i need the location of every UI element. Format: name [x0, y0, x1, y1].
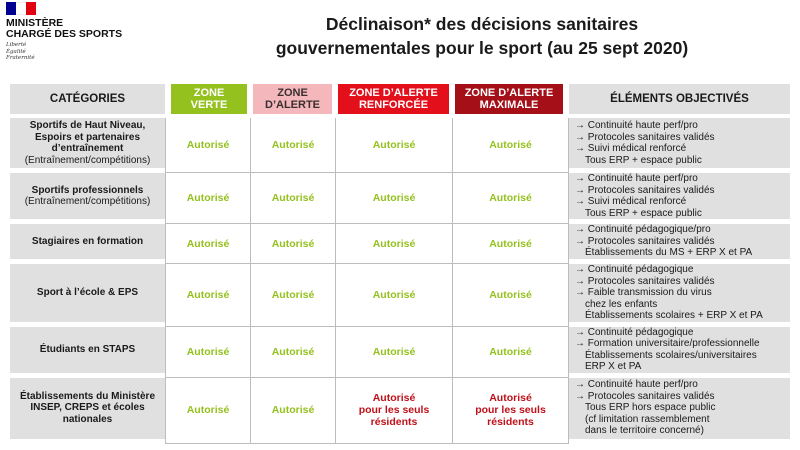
- status-text: résidents: [370, 416, 418, 428]
- status-text: pour les seuls: [358, 404, 430, 416]
- element-item: dans le territoire concerné): [585, 425, 704, 437]
- element-item: → Continuité pédagogique/pro: [575, 224, 711, 236]
- decisions-table: [10, 84, 790, 444]
- ministry-line-1: MINISTÈRE: [6, 17, 64, 29]
- zone-renforcee-status: [335, 327, 452, 378]
- header-zone-verte-l2: VERTE: [190, 99, 228, 111]
- zone-alerte-status: [250, 173, 335, 224]
- table-row: [10, 173, 790, 224]
- category-cell: [10, 173, 165, 224]
- category-cell: [10, 224, 165, 264]
- element-item: → Protocoles sanitaires validés: [575, 131, 715, 143]
- zone-maximale-status: [452, 173, 569, 224]
- element-item: → Protocoles sanitaires validés: [575, 235, 715, 247]
- table-row: [10, 378, 790, 444]
- zone-alerte-status: [250, 327, 335, 378]
- zone-renforcee-status: [335, 264, 452, 327]
- table-row: [10, 118, 790, 173]
- zone-verte-status: [165, 378, 250, 444]
- motto-fraternite: Fraternité: [6, 55, 35, 61]
- status-text: Autorisé: [271, 345, 315, 358]
- header-categories: CATÉGORIES: [10, 84, 165, 114]
- table-row: [10, 224, 790, 264]
- header-zone-maximale-l2: MAXIMALE: [479, 99, 539, 111]
- elements-cell: [569, 118, 790, 173]
- zone-renforcee-status: [335, 118, 452, 173]
- category-label: Sport à l’école & EPS: [36, 287, 139, 298]
- category-label: Étudiants en STAPS: [39, 343, 136, 355]
- category-sublabel: (Entraînement/compétitions): [24, 196, 151, 207]
- header-zone-verte-l1: ZONE: [193, 87, 225, 99]
- elements-cell: [569, 378, 790, 444]
- republic-motto: [6, 42, 136, 62]
- zone-renforcee-status: [335, 224, 452, 264]
- status-text: Autorisé: [489, 237, 532, 250]
- status-text: Autorisé: [372, 392, 416, 404]
- element-item: → Continuité haute perf/pro: [575, 379, 698, 391]
- title-line-2: gouvernementales pour le sport (au 25 sept 2020): [275, 38, 689, 58]
- element-item: → Suivi médical renforcé: [575, 143, 687, 154]
- header-elements-objectives: ÉLÉMENTS OBJECTIVÉS: [569, 84, 790, 114]
- status-text: Autorisé: [372, 237, 416, 250]
- element-item: Établissements scolaires + ERP X et PA: [585, 310, 763, 321]
- header-zone-maximale: [452, 84, 569, 114]
- status-text: Autorisé: [489, 139, 532, 151]
- elements-cell: [569, 264, 790, 327]
- status-text: Autorisé: [186, 237, 230, 250]
- element-item: (cf limitation rassemblement: [585, 413, 710, 425]
- table-header-row: [10, 84, 790, 114]
- header-zone-renforcee-l2: RENFORCÉE: [358, 99, 429, 111]
- category-label: INSEP, CREPS et écoles: [30, 402, 145, 414]
- zone-maximale-status: [452, 224, 569, 264]
- zone-maximale-status: [452, 378, 569, 444]
- zone-alerte-status: [250, 264, 335, 327]
- status-text: Autorisé: [271, 237, 315, 250]
- status-text: Autorisé: [489, 345, 532, 358]
- status-text: Autorisé: [186, 139, 230, 151]
- category-label: Stagiaires en formation: [31, 235, 144, 247]
- status-text: Autorisé: [271, 288, 315, 301]
- header-zone-alerte-l1: ZONE: [277, 87, 308, 99]
- status-text: Autorisé: [489, 392, 532, 404]
- status-text: Autorisé: [372, 345, 416, 358]
- french-flag-icon: [6, 2, 36, 15]
- element-item: → Protocoles sanitaires validés: [575, 184, 715, 196]
- motto-egalite: Égalité: [6, 48, 26, 55]
- category-sublabel: (Entraînement/compétitions): [24, 154, 151, 166]
- element-item: → Continuité haute perf/pro: [575, 120, 698, 131]
- element-item: chez les enfants: [585, 298, 658, 310]
- category-cell: [10, 264, 165, 327]
- header-zone-alerte: [250, 84, 335, 114]
- zone-verte-status: [165, 118, 250, 173]
- element-item: Tous ERP + espace public: [585, 207, 702, 219]
- category-label: Espoirs et partenaires: [34, 131, 141, 143]
- zone-maximale-status: [452, 264, 569, 327]
- table-row: [10, 264, 790, 327]
- element-item: → Continuité pédagogique: [575, 326, 694, 338]
- header-zone-maximale-l1: ZONE D’ALERTE: [464, 87, 554, 99]
- title-line-1: Déclinaison* des décisions sanitaires: [325, 14, 639, 34]
- status-text: Autorisé: [372, 192, 416, 204]
- header-zone-renforcee: [335, 84, 452, 114]
- zone-maximale-status: [452, 327, 569, 378]
- status-text: Autorisé: [186, 404, 230, 416]
- zone-alerte-status: [250, 118, 335, 173]
- zone-verte-status: [165, 224, 250, 264]
- category-cell: [10, 378, 165, 444]
- element-item: Tous ERP + espace public: [585, 154, 702, 166]
- element-item: → Continuité pédagogique: [575, 264, 694, 275]
- status-text: Autorisé: [372, 139, 416, 151]
- category-label: d’entraînement: [51, 143, 124, 154]
- zone-verte-status: [165, 173, 250, 224]
- motto-liberte: Liberté: [6, 42, 27, 48]
- zone-verte-status: [165, 327, 250, 378]
- element-item: Établissements scolaires/universitaires: [585, 349, 757, 361]
- page-title: [222, 12, 742, 60]
- status-text: Autorisé: [489, 192, 532, 204]
- zone-alerte-status: [250, 378, 335, 444]
- element-item: ERP X et PA: [585, 361, 642, 372]
- status-text: Autorisé: [186, 192, 230, 204]
- elements-cell: [569, 224, 790, 264]
- category-label: nationales: [62, 413, 113, 425]
- element-item: Établissements du MS + ERP X et PA: [585, 247, 753, 259]
- status-text: Autorisé: [271, 192, 315, 204]
- element-item: → Faible transmission du virus: [575, 287, 712, 298]
- ministry-name: [6, 18, 136, 40]
- status-text: résidents: [487, 416, 534, 428]
- ministry-logo: [6, 2, 136, 62]
- zone-renforcee-status: [335, 173, 452, 224]
- status-text: Autorisé: [372, 288, 416, 301]
- ministry-line-2: CHARGÉ DES SPORTS: [6, 28, 123, 40]
- element-item: → Protocoles sanitaires validés: [575, 390, 715, 402]
- elements-cell: [569, 173, 790, 224]
- element-item: → Protocoles sanitaires validés: [575, 275, 715, 287]
- zone-verte-status: [165, 264, 250, 327]
- header-zone-verte: [165, 84, 250, 114]
- element-item: Tous ERP hors espace public: [585, 402, 716, 414]
- element-item: → Continuité haute perf/pro: [575, 173, 698, 184]
- elements-cell: [569, 327, 790, 378]
- status-text: Autorisé: [271, 139, 315, 151]
- zone-renforcee-status: [335, 378, 452, 444]
- category-label: Établissements du Ministère: [19, 390, 156, 402]
- status-text: pour les seuls: [475, 404, 546, 416]
- header-zone-alerte-l2: D’ALERTE: [265, 99, 320, 111]
- zone-alerte-status: [250, 224, 335, 264]
- status-text: Autorisé: [186, 345, 230, 358]
- category-label: Sportifs professionnels: [31, 184, 144, 196]
- status-text: Autorisé: [489, 288, 532, 301]
- table-row: [10, 327, 790, 378]
- zone-maximale-status: [452, 118, 569, 173]
- element-item: → Suivi médical renforcé: [575, 196, 687, 207]
- category-cell: [10, 327, 165, 378]
- category-label: Sportifs de Haut Niveau,: [29, 120, 146, 131]
- element-item: → Formation universitaire/professionnelle: [575, 338, 760, 349]
- header-zone-renforcee-l1: ZONE D’ALERTE: [349, 87, 438, 99]
- status-text: Autorisé: [271, 404, 315, 416]
- category-cell: [10, 118, 165, 173]
- status-text: Autorisé: [186, 288, 230, 301]
